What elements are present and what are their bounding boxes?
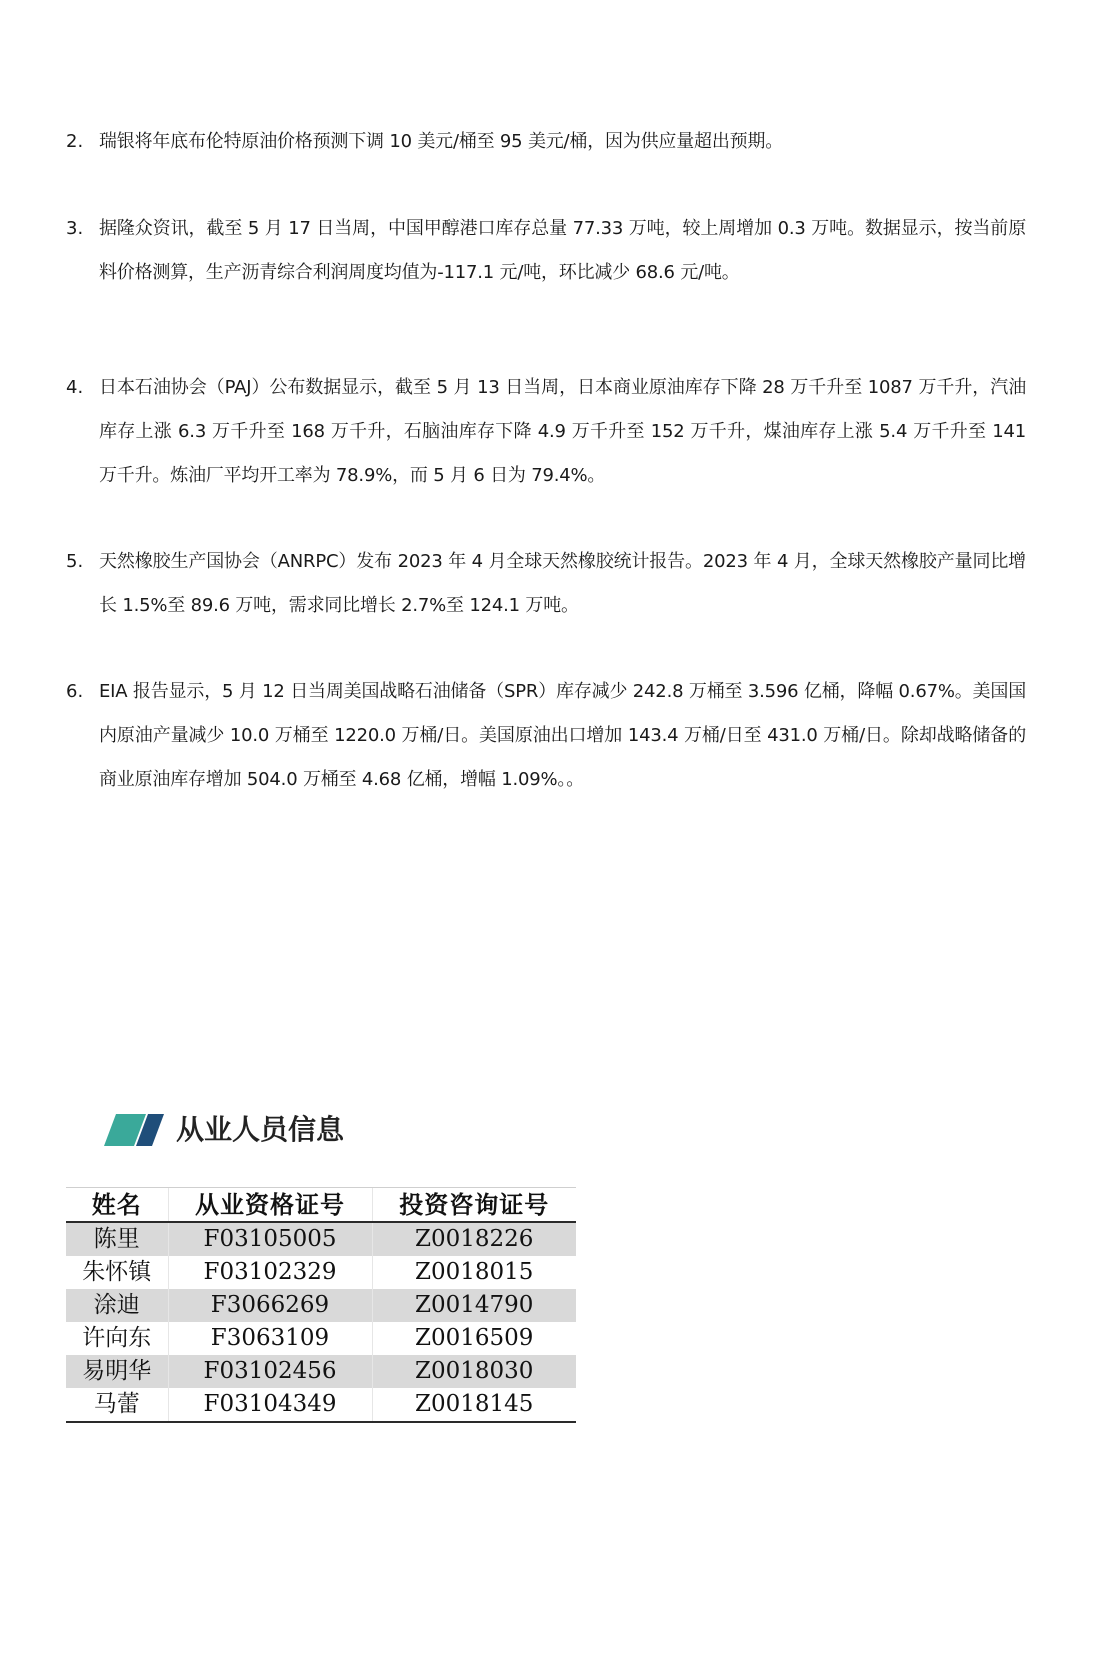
cell-qualification-no: F03102456 [168, 1355, 372, 1388]
cell-consulting-no: Z0018030 [372, 1355, 576, 1388]
table-row [66, 1289, 576, 1322]
table-row [66, 1256, 576, 1289]
table-row [66, 1222, 576, 1256]
item-text: 日本石油协会（PAJ）公布数据显示，截至 5 月 13 日当周，日本商业原油库存下降 28 万千升至 1087 万千升，汽油库存上涨 6.3 万千升至 168 万千升，石脑油库存下降 4.9 万千升至 152 万千升，煤油库存上涨 5.4 万千升至 141 万千升。炼油厂平均开工率为 78.9%，而 5 月 6 日为 79.4%。 [99, 377, 1026, 486]
cell-qualification-no: F03105005 [168, 1222, 372, 1256]
cell-name: 涂迪 [66, 1289, 168, 1322]
cell-name: 许向东 [82, 1325, 152, 1351]
section-accent-icon [104, 1114, 168, 1146]
cell-qualification-no: F3066269 [168, 1289, 372, 1322]
column-header-name: 姓名 [66, 1188, 168, 1223]
item-number: 2. [66, 131, 84, 152]
cell-consulting-no: Z0018145 [372, 1388, 576, 1422]
news-item [66, 120, 1026, 164]
item-number: 3. [66, 218, 84, 239]
news-item [66, 207, 1026, 295]
staff-table [66, 1187, 576, 1423]
cell-qualification-no: F3063109 [168, 1322, 372, 1355]
item-number: 4. [66, 377, 84, 398]
news-item [66, 670, 1026, 802]
cell-name: 陈里 [66, 1222, 168, 1256]
section-title: 从业人员信息 [176, 1113, 345, 1146]
table-row [66, 1388, 576, 1422]
table-header-row [66, 1188, 576, 1223]
table-row [66, 1355, 576, 1388]
item-text: 据隆众资讯，截至 5 月 17 日当周，中国甲醇港口库存总量 77.33 万吨，较上周增加 0.3 万吨。数据显示，按当前原料价格测算，生产沥青综合利润周度均值为-117.1 元/吨，环比减少 68.6 元/吨。 [99, 218, 1026, 283]
cell-consulting-no: Z0018015 [372, 1256, 576, 1289]
cell-qualification-no: F03104349 [168, 1388, 372, 1422]
cell-name: 马蕾 [93, 1391, 140, 1417]
cell-qualification-no: F03102329 [168, 1256, 372, 1289]
column-header-consulting: 投资咨询证号 [372, 1188, 576, 1223]
item-number: 6. [66, 681, 84, 702]
news-item [66, 366, 1026, 498]
news-item [66, 540, 1026, 628]
section-header [104, 1110, 504, 1150]
cell-consulting-no: Z0018226 [372, 1222, 576, 1256]
item-text: 瑞银将年底布伦特原油价格预测下调 10 美元/桶至 95 美元/桶，因为供应量超出预期。 [99, 131, 784, 152]
item-text: 天然橡胶生产国协会（ANRPC）发布 2023 年 4 月全球天然橡胶统计报告。2023 年 4 月，全球天然橡胶产量同比增长 1.5%至 89.6 万吨，需求同比增长 2.7%至 124.1 万吨。 [99, 551, 1026, 616]
column-header-qualification: 从业资格证号 [168, 1188, 372, 1223]
cell-consulting-no: Z0016509 [372, 1322, 576, 1355]
cell-name: 易明华 [66, 1355, 168, 1388]
item-text: EIA 报告显示，5 月 12 日当周美国战略石油储备（SPR）库存减少 242.8 万桶至 3.596 亿桶，降幅 0.67%。美国国内原油产量减少 10.0 万桶至 1220.0 万桶/日。美国原油出口增加 143.4 万桶/日至 431.0 万桶/日。除却战略储备的商业原油库存增加 504.0 万桶至 4.68 亿桶，增幅 1.09%。。 [99, 681, 1026, 790]
table-row [66, 1322, 576, 1355]
cell-name: 朱怀镇 [82, 1259, 152, 1285]
cell-consulting-no: Z0014790 [372, 1289, 576, 1322]
item-number: 5. [66, 551, 84, 572]
